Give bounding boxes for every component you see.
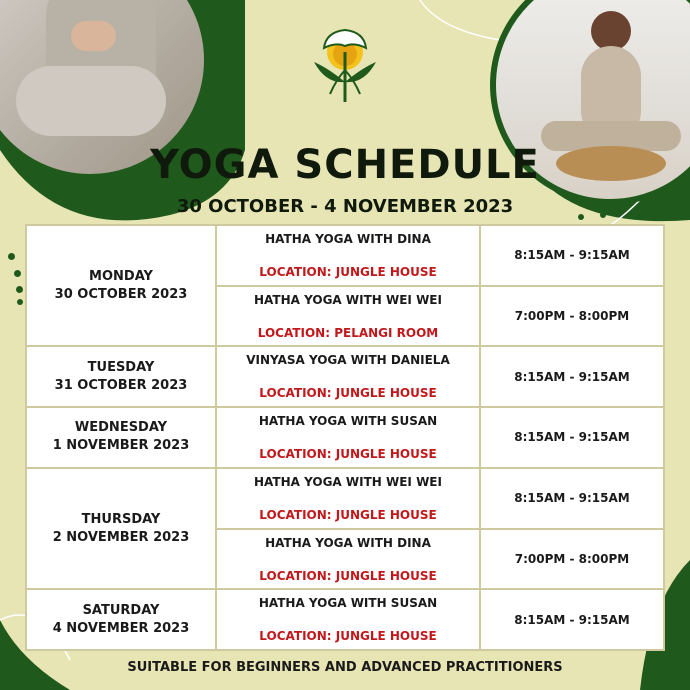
- class-cell: [216, 225, 480, 286]
- table-row: [26, 407, 664, 468]
- time-cell: 8:15AM - 9:15AM: [480, 589, 664, 650]
- class-cell: [216, 407, 480, 468]
- footer-note: SUITABLE FOR BEGINNERS AND ADVANCED PRACTITIONERS: [127, 660, 563, 675]
- decorative-dot: [600, 212, 606, 218]
- class-name: HATHA YOGA WITH SUSAN: [258, 596, 438, 611]
- page-title: YOGA SCHEDULE: [150, 142, 540, 188]
- day-label: WEDNESDAY: [74, 420, 168, 436]
- time-cell: 8:15AM - 9:15AM: [480, 468, 664, 529]
- class-cell: [216, 346, 480, 407]
- schedule-table: [25, 224, 665, 651]
- day-label: THURSDAY: [81, 511, 161, 527]
- class-location: LOCATION: JUNGLE HOUSE: [259, 629, 437, 644]
- class-cell: [216, 529, 480, 590]
- time-cell: 8:15AM - 9:15AM: [480, 225, 664, 286]
- class-name: HATHA YOGA WITH DINA: [265, 535, 431, 550]
- class-location: LOCATION: PELANGI ROOM: [257, 325, 439, 340]
- day-cell-tuesday: [26, 346, 216, 407]
- day-label: TUESDAY: [87, 359, 155, 375]
- date-range-subtitle: 30 OCTOBER - 4 NOVEMBER 2023: [176, 196, 514, 217]
- day-cell-wednesday: [26, 407, 216, 468]
- class-location: LOCATION: JUNGLE HOUSE: [259, 447, 437, 462]
- class-cell: [216, 468, 480, 529]
- day-date: 30 OCTOBER 2023: [54, 286, 188, 302]
- class-name: HATHA YOGA WITH WEI WEI: [254, 474, 442, 489]
- decorative-dot: [578, 214, 584, 220]
- day-date: 1 NOVEMBER 2023: [52, 438, 190, 454]
- class-location: LOCATION: JUNGLE HOUSE: [259, 265, 437, 279]
- decorative-dot: [8, 253, 15, 260]
- day-label: MONDAY: [89, 268, 153, 284]
- time-cell: 7:00PM - 8:00PM: [480, 286, 664, 347]
- day-cell-saturday: [26, 589, 216, 650]
- day-date: 31 OCTOBER 2023: [54, 377, 188, 393]
- class-cell: [216, 589, 480, 650]
- table-row: [26, 225, 664, 286]
- lotus-leaf-logo-icon: [306, 22, 384, 106]
- time-cell: 8:15AM - 9:15AM: [480, 407, 664, 468]
- class-name: HATHA YOGA WITH WEI WEI: [254, 292, 442, 307]
- time-cell: 8:15AM - 9:15AM: [480, 346, 664, 407]
- decorative-dot: [16, 286, 23, 293]
- class-name: HATHA YOGA WITH SUSAN: [258, 414, 438, 429]
- day-cell-monday: [26, 225, 216, 346]
- decorative-dot: [17, 299, 23, 305]
- class-location: LOCATION: JUNGLE HOUSE: [259, 386, 437, 401]
- class-cell: [216, 286, 480, 347]
- class-name: HATHA YOGA WITH DINA: [265, 232, 431, 246]
- decorative-dot: [14, 270, 21, 277]
- time-cell: 7:00PM - 8:00PM: [480, 529, 664, 590]
- day-label: SATURDAY: [82, 602, 160, 618]
- day-date: 4 NOVEMBER 2023: [52, 620, 190, 636]
- day-date: 2 NOVEMBER 2023: [52, 529, 190, 545]
- table-row: [26, 589, 664, 650]
- table-row: [26, 468, 664, 529]
- class-name: VINYASA YOGA WITH DANIELA: [246, 353, 450, 368]
- table-row: [26, 346, 664, 407]
- class-location: LOCATION: JUNGLE HOUSE: [259, 507, 437, 522]
- class-location: LOCATION: JUNGLE HOUSE: [259, 568, 437, 583]
- day-cell-thursday: [26, 468, 216, 589]
